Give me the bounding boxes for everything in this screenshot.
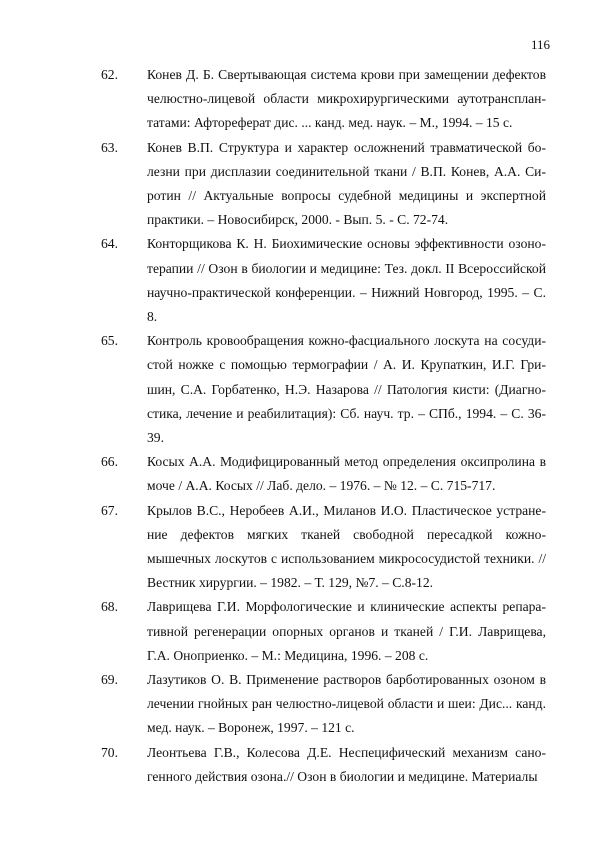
reference-number: 65.	[101, 333, 118, 349]
reference-item	[101, 136, 546, 233]
reference-item	[101, 232, 546, 329]
reference-number: 67.	[101, 502, 118, 518]
reference-text: Лаврищева Г.И. Морфологические и клинические аспекты репаративной регенерации опорных органов и тканей / Г.И. Лаврищева, Г.А. Оноприенко. – М.: Медицина, 1996. – 208 с.	[147, 599, 546, 663]
reference-number: 64.	[101, 236, 118, 252]
reference-number: 63.	[101, 139, 118, 155]
page-number: 116	[530, 37, 550, 52]
reference-item	[101, 450, 546, 498]
reference-text: Конев В.П. Структура и характер осложнений травматической болезни при дисплазии соединительной ткани / В.П. Конев, А.А. Сиротин // Актуальные вопросы судебной медицины и экспертной практики. – Новосибирск, 2000. - Вып. 5. - С. 72-74.	[147, 139, 546, 228]
reference-item	[101, 499, 546, 596]
reference-number: 70.	[101, 744, 118, 760]
reference-number: 69.	[101, 672, 118, 688]
reference-number: 66.	[101, 454, 118, 470]
reference-text: Контроль кровообращения кожно-фасциального лоскута на сосудистой ножке с помощью термографии / А. И. Крупаткин, И.Г. Гришин, С.А. Горбатенко, Н.Э. Назарова // Патология кисти: (Диагностика, лечение и реабилитация): Сб. науч. тр. – СПб., 1994. – С. 36-39.	[147, 333, 546, 446]
reference-list	[101, 63, 546, 789]
reference-text: Лазутиков О. В. Применение растворов барботированных озоном в лечении гнойных ран челюстно-лицевой области и шеи: Дис... канд. мед. наук. – Воронеж, 1997. – 121 с.	[147, 672, 546, 736]
reference-item	[101, 668, 546, 741]
reference-text: Косых А.А. Модифицированный метод определения оксипролина в моче / А.А. Косых // Лаб. дело. – 1976. – № 12. – С. 715-717.	[147, 454, 546, 494]
reference-text: Конторщикова К. Н. Биохимические основы эффективности озонотерапии // Озон в биологии и медицине: Тез. докл. II Всероссийской научно-практической конференции. – Нижний Новгород, 1995. – С. 8.	[147, 236, 546, 325]
reference-text: Леонтьева Г.В., Колесова Д.Е. Неспецифический механизм саногенного действия озона.// Озон в биологии и медицине. Материалы	[147, 744, 546, 784]
reference-text: Крылов В.С., Неробеев А.И., Миланов И.О. Пластическое устранение дефектов мягких тканей свободной пересадкой кожно-мышечных лоскутов с использованием микрососудистой техники. // Вестник хирургии. – 1982. – Т. 129, №7. – С.8-12.	[147, 502, 546, 591]
reference-item	[101, 595, 546, 668]
reference-item	[101, 63, 546, 136]
reference-number: 68.	[101, 599, 118, 615]
reference-number: 62.	[101, 67, 118, 82]
reference-text: Конев Д. Б. Свертывающая система крови при замещении дефектов челюстно-лицевой области микрохирургическими аутотрансплантатами: Афтореферат дис. ... канд. мед. наук. – М., 1994. – 15 с.	[147, 67, 546, 131]
reference-item	[101, 329, 546, 450]
reference-item	[101, 741, 546, 789]
